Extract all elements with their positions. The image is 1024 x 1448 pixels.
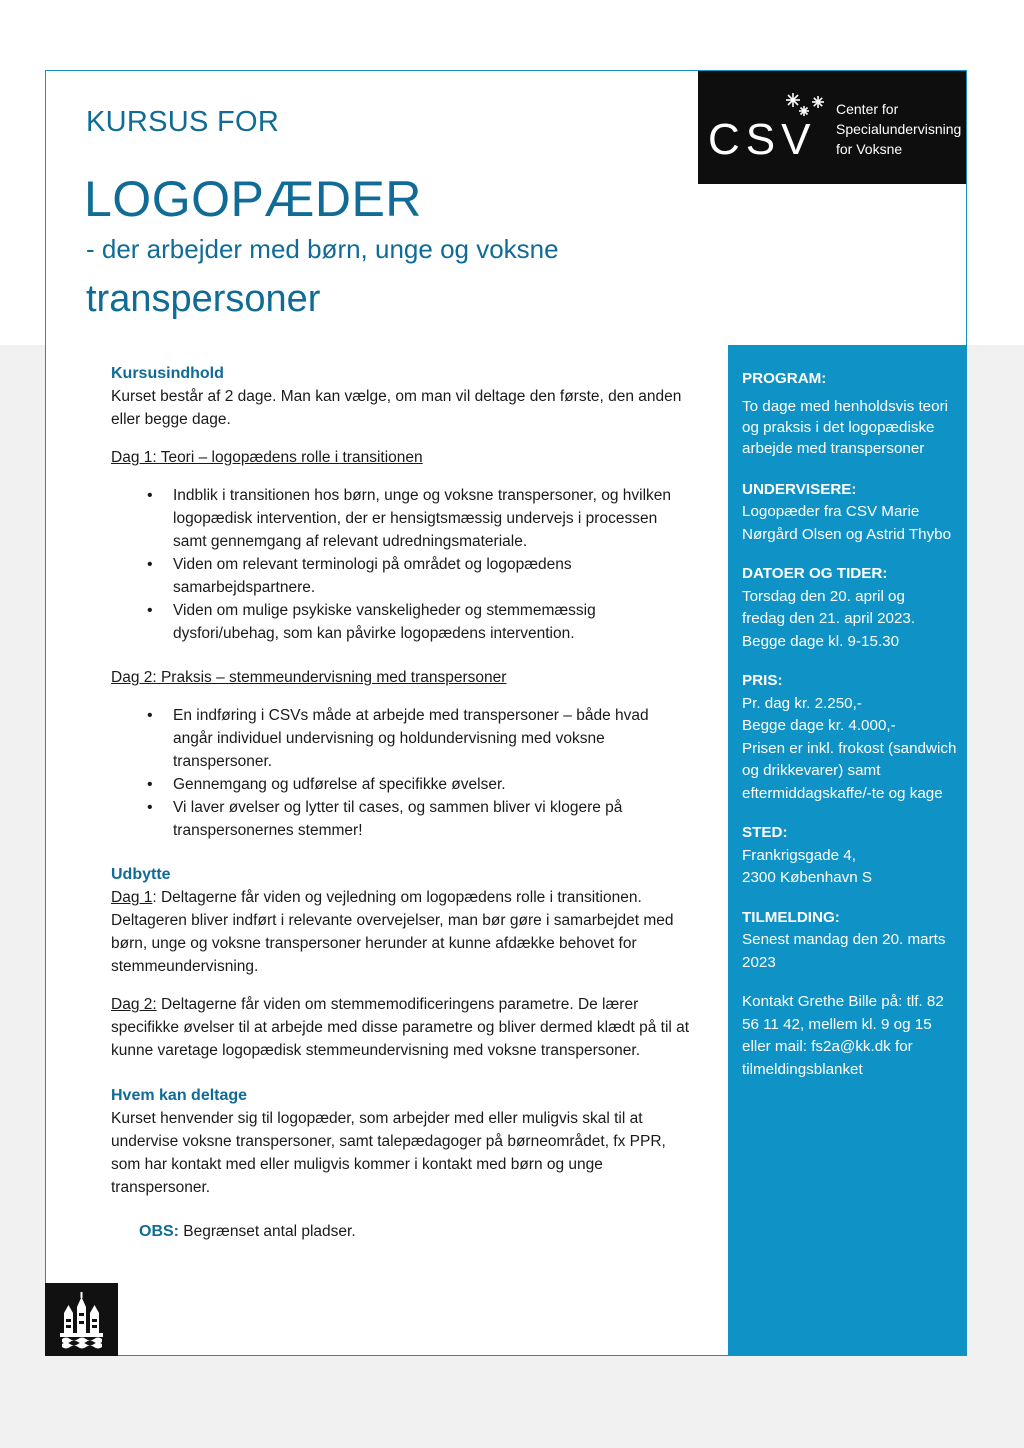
dag1-heading: Dag 1: Teori – logopædens rolle i transitionen — [111, 449, 423, 466]
udbytte-dag2-text: Deltagerne får viden om stemmemodificeringens parametre. De lærer specifikke øvelser til at arbejde med disse parametre og bliver dermed klædt på til at kunne varetage logopædisk stemmeundervisning med voksne transpersoner. — [111, 996, 690, 1059]
logo-acronym: CSV — [708, 115, 817, 164]
datoer-label: DATOER OG TIDER: — [742, 565, 888, 582]
kontakt-text: Kontakt Grethe Bille på: tlf. 82 56 11 42, mellem kl. 9 og 15 eller mail: fs2a@kk.dk for tilmeldingsblanket — [742, 993, 944, 1078]
datoer-line: Begge dage kl. 9-15.30 — [742, 632, 900, 650]
logo-line: Specialundervisning — [836, 121, 962, 137]
tilmelding-text: Senest mandag den 20. marts 2023 — [742, 931, 946, 971]
udbytte-dag2-label: Dag 2: — [111, 996, 157, 1013]
obs-label: OBS: — [139, 1223, 179, 1240]
datoer-line: fredag den 21. april 2023. — [742, 610, 916, 627]
list-item: • Viden om mulige psykiske vanskeligheder og stemmemæssig dysfori/ubehag, som kan påvirke logopædens intervention. — [173, 599, 691, 645]
dag1-list — [111, 484, 691, 645]
copenhagen-crest-icon — [45, 1283, 118, 1356]
logo-line: for Voksne — [836, 141, 903, 157]
list-item: • Viden om relevant terminologi på området og logopædens samarbejdspartnere. — [173, 553, 691, 599]
pris-line: Begge dage kr. 4.000,- — [742, 717, 896, 734]
undervisere-text: Logopæder fra CSV Marie Nørgård Olsen og Astrid Thybo — [742, 503, 952, 543]
csv-logo — [698, 71, 966, 184]
undervisere-label: UNDERVISERE: — [742, 480, 857, 498]
sidebar — [742, 368, 957, 1081]
section-heading-hvem: Hvem kan deltage — [111, 1087, 248, 1104]
sted-line: Frankrigsgade 4, — [742, 846, 856, 864]
tilmelding-label: TILMELDING: — [742, 908, 840, 926]
logo-line: Center for — [836, 101, 899, 117]
udbytte-dag2-paragraph — [111, 993, 691, 1062]
hvem-text: Kurset henvender sig til logopæder, som arbejder med eller muligvis skal til at undervise voksne transpersoner, samt talepædagoger på børneområdet, fx PPR, som har kontakt med eller muligvis kommer i kontakt med børn og unge transpersoner. — [111, 1110, 666, 1196]
list-item: • Vi laver øvelser og lytter til cases, og sammen bliver vi klogere på transpersonernes stemmer! — [173, 796, 691, 842]
dag2-list — [111, 704, 691, 842]
obs-text: Begrænset antal pladser. — [179, 1223, 356, 1240]
udbytte-dag1-text: : Deltagerne får viden og vejledning om logopædens rolle i transitionen. Deltageren bliver indført i relevante overvejelser, man bør gøre i samarbejdet med børn, unge og voksne transpersoner herunder at kunne afdække behovet for stemmeundervisning. — [111, 889, 674, 975]
pris-line: Pr. dag kr. 2.250,- — [742, 694, 862, 712]
datoer-line: Torsdag den 20. april og — [742, 587, 905, 605]
kursusindhold-text: Kurset består af 2 dage. Man kan vælge, om man vil deltage den første, den anden eller begge dage. — [111, 388, 682, 428]
page-title: LOGOPÆDER — [84, 171, 422, 227]
list-item: • En indføring i CSVs måde at arbejde med transpersoner – både hvad angår individuel undervisning og holdundervisning med voksne transpersoner. — [173, 704, 691, 773]
dag2-heading: Dag 2: Praksis – stemmeundervisning med transpersoner — [111, 669, 507, 686]
subtitle-emphasis: transpersoner — [86, 278, 321, 320]
list-item: • Indblik i transitionen hos børn, unge og voksne transpersoner, og hvilken logopædisk intervention, der er hensigtsmæssig undervejs i processen samt gennemgang af relevant udredningsmateriale. — [173, 484, 691, 553]
list-item: • Gennemgang og udførelse af specifikke øvelser. — [173, 773, 691, 796]
logo-text — [836, 99, 961, 159]
program-text: To dage med henholdsvis teori og praksis i det logopædiske arbejde med transpersoner — [742, 397, 949, 457]
kicker: KURSUS FOR — [86, 106, 280, 138]
pris-label: PRIS: — [742, 672, 783, 689]
section-heading-udbytte: Udbytte — [111, 866, 171, 883]
section-heading-kursusindhold: Kursusindhold — [111, 365, 224, 382]
subtitle: - der arbejder med børn, unge og voksne — [86, 234, 559, 264]
pris-line: Prisen er inkl. frokost (sandwich og drikkevarer) samt eftermiddagskaffe/-te og kage — [742, 739, 957, 802]
sted-label: STED: — [742, 824, 788, 841]
obs-note — [111, 1220, 691, 1243]
program-label: PROGRAM: — [742, 370, 827, 387]
udbytte-dag1-label: Dag 1 — [111, 889, 153, 906]
sted-line: 2300 København S — [742, 869, 873, 886]
main-content — [111, 362, 691, 1243]
udbytte-dag1-paragraph — [111, 886, 691, 978]
